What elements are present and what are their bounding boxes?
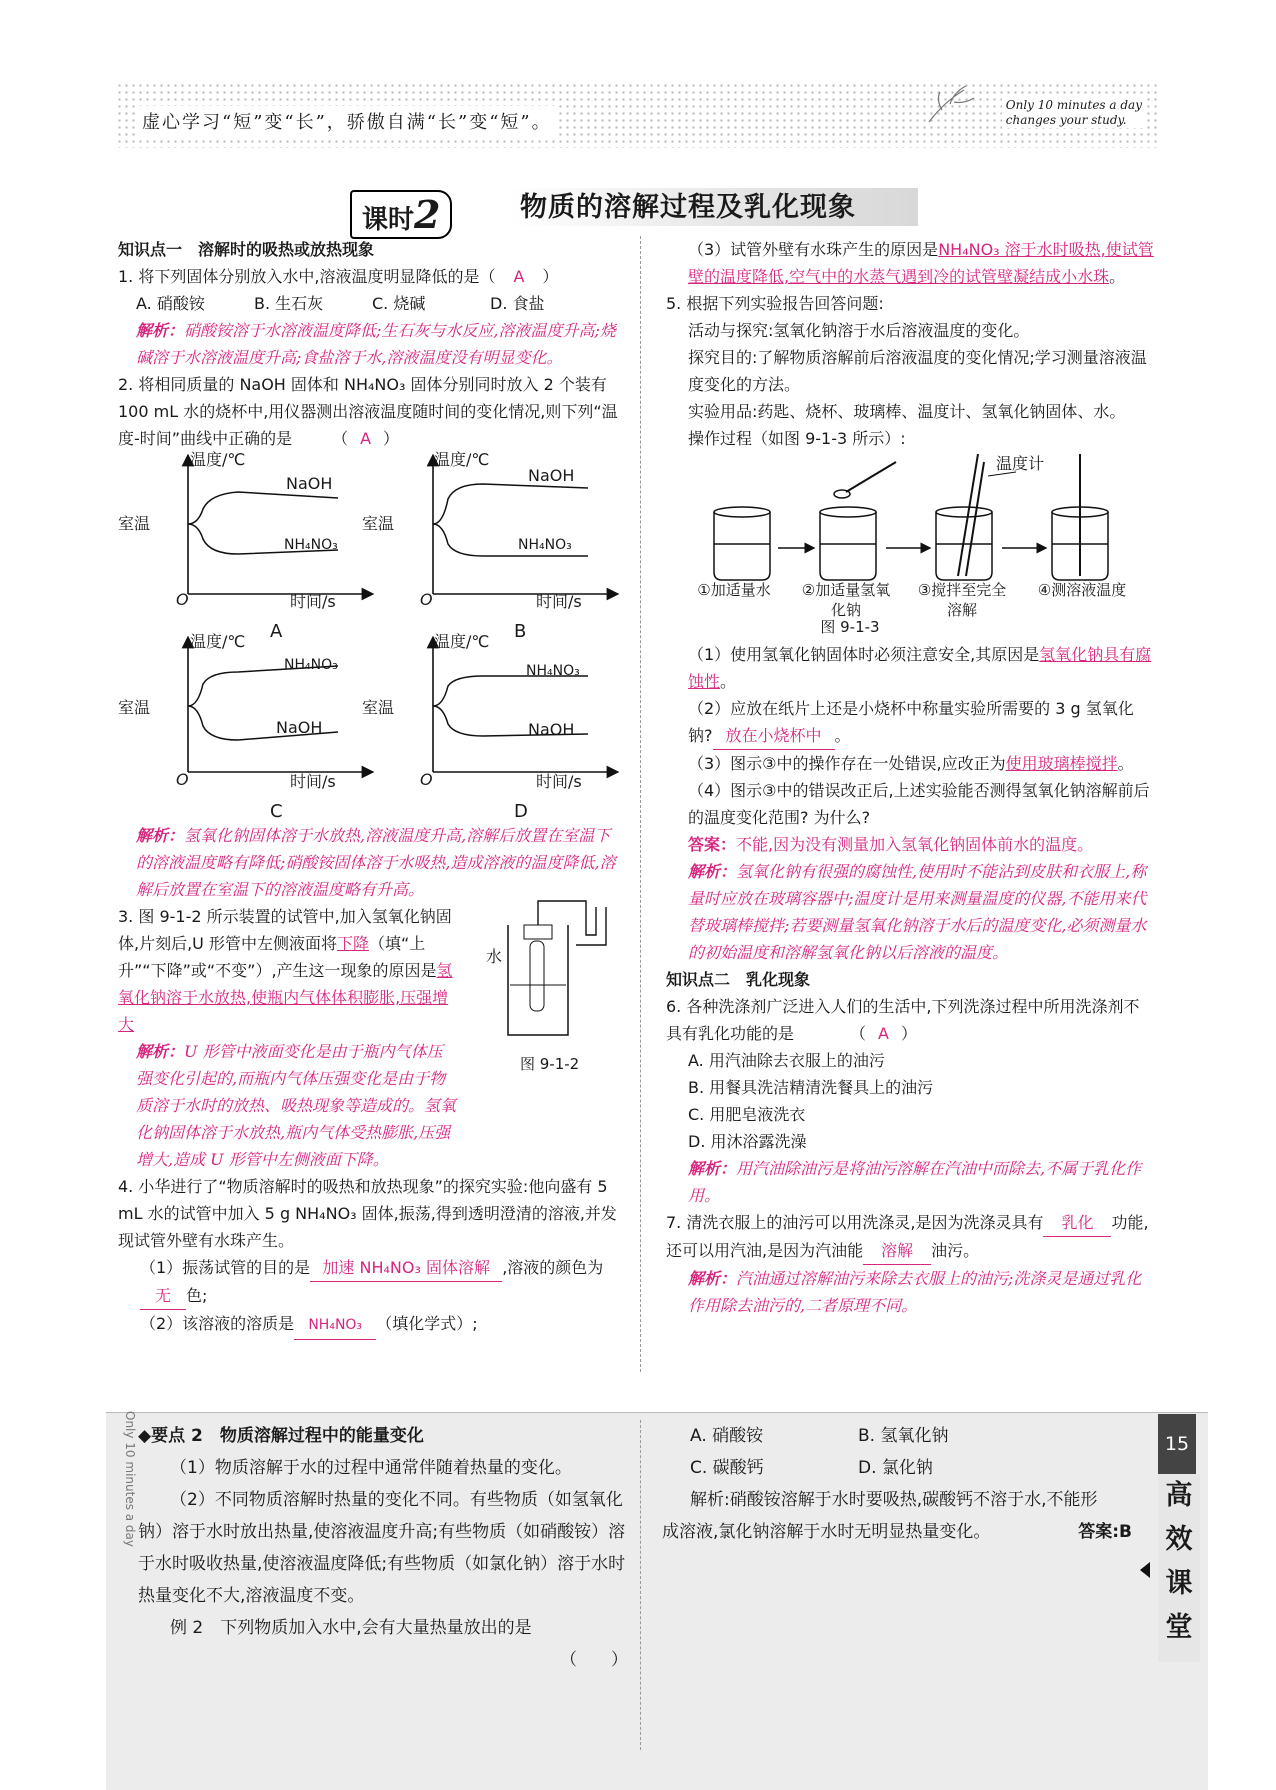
graphs-area (118, 452, 623, 822)
q6-option-b: B. 用餐具洗洁精清洗餐具上的油污 (688, 1078, 934, 1097)
graph-a-nh4no3: NH₄NO₃ (284, 537, 338, 553)
page-number: 15 (1158, 1414, 1196, 1474)
graph-c-nh4no3: NH₄NO₃ (284, 657, 338, 673)
graph-c (158, 636, 378, 796)
question-4: 4. 小华进行了“物质溶解时的吸热和放热现象”的探究实验:他向盛有 5 mL 水的试管中加入 5 g NH₄NO₃ 固体,振荡,得到透明澄清的溶液,并发现试管外壁有水珠产生。 (118, 1177, 617, 1250)
graph-c-caption: C (270, 801, 283, 822)
step-3-label: ③搅拌至完全溶解 (917, 581, 1007, 619)
key-point-left (138, 1420, 628, 1676)
question-5-part-4: （4）图示③中的错误改正后,上述实验能否测得氢氧化钠溶解前后的温度变化范围? 为什么? (688, 781, 1150, 827)
motto: 虚心学习“短”变“长”，骄傲自满“长”变“短”。 (136, 106, 558, 136)
graph-a-room: 室温 (118, 514, 151, 533)
figure-9-1-3 (666, 452, 1154, 622)
question-4-part-2: （2）该溶液的溶质是 NH₄NO₃ （填化学式）; (118, 1310, 623, 1340)
q6-option-d: D. 用沐浴露洗澡 (688, 1132, 807, 1151)
graph-b (403, 454, 623, 619)
graph-d-room: 室温 (362, 698, 395, 717)
graph-a (158, 454, 378, 619)
step-2-label: ②加适量氢氧化钠 (801, 581, 891, 619)
graph-b-origin: O (420, 590, 433, 609)
question-4-part-1: （1）振荡试管的目的是 加速 NH₄NO₃ 固体溶解 ,溶液的颜色为无 色; (118, 1254, 623, 1310)
graph-c-ylabel: 温度/℃ (190, 632, 246, 651)
question-7: 7. 清洗衣服上的油污可以用洗涤灵,是因为洗涤灵具有 乳化 功能,还可以用汽油,是因为汽油能 溶解 油污。 (666, 1209, 1154, 1265)
graph-c-room: 室温 (118, 698, 151, 717)
thermometer-label: 温度计 (996, 454, 1045, 473)
figure-9-1-2-caption: 图 9-1-2 (520, 1055, 580, 1073)
graph-d-caption: D (514, 801, 528, 822)
example-2-explanation: 解析:硝酸铵溶解于水时要吸热,碳酸钙不溶于水,不能形成溶液,氯化钠溶解于水时无明显热量变化。 (662, 1490, 1098, 1542)
question-1: 1. 将下列固体分别放入水中,溶液温度明显降低的是（ A ） (118, 267, 559, 286)
figure-water-label: 水 (486, 947, 503, 966)
question-1-explanation: 解析：硝酸铵溶于水溶液温度降低;生石灰与水反应,溶液温度升高;烧碱溶于水溶液温度升高;食盐溶于水,溶液温度没有明显变化。 (136, 321, 616, 367)
key-point-right (662, 1420, 1152, 1548)
page-header (116, 82, 1160, 148)
graph-d (403, 636, 623, 796)
question-7-explanation: 解析：汽油通过溶解油污来除去衣服上的油污;洗涤灵是通过乳化作用除去油污的,二者原理不同。 (688, 1269, 1142, 1315)
side-tab: 高 效 课 堂 (1158, 1474, 1200, 1662)
q6-option-a: A. 用汽油除去衣服上的油污 (688, 1051, 885, 1070)
graph-c-origin: O (176, 770, 189, 789)
question-6-explanation: 解析：用汽油除油污是将油污溶解在汽油中而除去,不属于乳化作用。 (688, 1159, 1142, 1205)
question-2-explanation: 解析：氢氧化钠固体溶于水放热,溶液温度升高,溶解后放置在室温下的溶液温度略有降低;硝酸铵固体溶于水吸热,造成溶液的温度降低,溶解后放置在室温下的溶液温度略有升高。 (136, 826, 616, 899)
question-1-options: A. 硝酸铵 B. 生石灰 C. 烧碱 D. 食盐 (136, 294, 545, 313)
slogan: Only 10 minutes a day changes your study. (1002, 98, 1146, 128)
figure-9-1-3-caption: 图 9-1-3 (820, 618, 880, 636)
graph-a-ylabel: 温度/℃ (190, 450, 246, 469)
leaf-ornament-icon (924, 82, 984, 126)
question-5-explanation: 解析：氢氧化钠有很强的腐蚀性,使用时不能沾到皮肤和衣服上,称量时应放在玻璃容器中;温度计是用来测量温度的仪器,不能用来代替玻璃棒搅拌;若要测量氢氧化钠溶于水后的温度变化,必须测量水的初始温度和溶解氢氧化钠以后溶液的温度。 (688, 862, 1147, 962)
lesson-title (350, 186, 910, 237)
lesson-heading: 物质的溶解过程及乳化现象 (510, 188, 918, 226)
graph-d-xlabel: 时间/s (536, 772, 582, 791)
graph-b-nh4no3: NH₄NO₃ (518, 537, 572, 553)
graph-b-xlabel: 时间/s (536, 592, 582, 611)
column-divider (640, 236, 641, 1372)
bottom-divider (640, 1420, 641, 1750)
key-point-1: （1）物质溶解于水的过程中通常伴随着热量的变化。 (170, 1458, 572, 1478)
graph-d-origin: O (420, 770, 433, 789)
q5-materials: 实验用品:药匙、烧杯、玻璃棒、温度计、氢氧化钠固体、水。 (688, 402, 1126, 421)
graph-d-ylabel: 温度/℃ (434, 632, 490, 651)
key-point-title: ◆要点 2 物质溶解过程中的能量变化 (138, 1426, 424, 1446)
question-5-part-1: （1）使用氢氧化钠固体时必须注意安全,其原因是氢氧化钠具有腐蚀性。 (688, 645, 1152, 691)
key-point-2: （2）不同物质溶解时热量的变化不同。有些物质（如氢氧化钠）溶于水时放出热量,使溶液温度升高;有些物质（如硝酸铵）溶于水时吸收热量,使溶液温度降低;有些物质（如氯化钠）溶于水时热量变化不大,溶液温度不变。 (138, 1490, 626, 1606)
graph-a-naoh: NaOH (286, 474, 333, 493)
question-3: 3. 图 9-1-2 所示装置的试管中,加入氢氧化钠固体,片刻后,U 形管中左侧液面将下降（填“上升”“下降”或“不变”）,产生这一现象的原因是氢氧化钠溶于水放热,使瓶内气体体积膨胀,压强增大 水 图 9-1-2 解析：U 形管中液面变化是由于瓶内气体压强变化引起的,而瓶内气体压强变化是由于物质溶于水时的放热、吸热现象等造成的。氢氧化钠固体溶于水放热,瓶内气体受热膨胀,压强增大,造成 U 形管中左侧液面下降。 (118, 903, 623, 1173)
example-2-paren: （ ） (560, 1650, 628, 1670)
graph-a-caption: A (270, 621, 283, 642)
graph-d-naoh: NaOH (528, 720, 575, 739)
question-2: 2. 将相同质量的 NaOH 固体和 NH₄NO₃ 固体分别同时放入 2 个装有 100 mL 水的烧杯中,用仪器测出溶液温度随时间的变化情况,则下列“温度-时间”曲线中正确的是 （ A ） (118, 375, 618, 448)
example-2-options-2: C. 碳酸钙 D. 氯化钠 (690, 1458, 933, 1478)
u-tube-apparatus-figure (496, 895, 626, 1045)
left-column (118, 236, 623, 1340)
question-5-part-3: （3）图示③中的操作存在一处错误,应改正为使用玻璃棒搅拌。 (688, 754, 1134, 773)
graph-b-ylabel: 温度/℃ (434, 450, 490, 469)
graph-b-caption: B (514, 621, 527, 642)
step-1-label: ①加适量水 (697, 581, 771, 599)
graph-b-room: 室温 (362, 514, 395, 533)
step-4-label: ④测溶液温度 (1037, 581, 1127, 599)
right-column (666, 236, 1154, 1319)
graph-a-xlabel: 时间/s (290, 592, 336, 611)
side-arrow-icon (1140, 1562, 1150, 1578)
question-5: 5. 根据下列实验报告回答问题: (666, 294, 884, 313)
example-2: 例 2 下列物质加入水中,会有大量热量放出的是 (170, 1618, 532, 1638)
graph-d-nh4no3: NH₄NO₃ (526, 663, 580, 679)
experiment-steps-figure (666, 452, 1154, 582)
knowledge-point-1: 知识点一 溶解时的吸热或放热现象 (118, 240, 375, 259)
lesson-badge: 课时2 (350, 190, 452, 239)
graph-a-origin: O (176, 590, 189, 609)
question-5-part-2: （2）应放在纸片上还是小烧杯中称量实验所需要的 3 g 氢氧化钠? 放在小烧杯中 。 (666, 695, 1154, 750)
graph-c-naoh: NaOH (276, 718, 323, 737)
question-4-part-3: （3）试管外壁有水珠产生的原因是NH₄NO₃ 溶于水时吸热,使试管壁的温度降低,空气中的水蒸气遇到冷的试管壁凝结成小水珠。 (688, 240, 1154, 286)
q5-activity: 活动与探究:氢氧化钠溶于水后溶液温度的变化。 (688, 321, 1030, 340)
q5-purpose: 探究目的:了解物质溶解前后溶液温度的变化情况;学习测量溶液温度变化的方法。 (688, 348, 1147, 394)
graph-c-xlabel: 时间/s (290, 772, 336, 791)
question-5-answer: 答案：不能,因为没有测量加入氢氧化钠固体前水的温度。 (688, 835, 1094, 854)
knowledge-point-2: 知识点二 乳化现象 (666, 970, 811, 989)
q5-procedure: 操作过程（如图 9-1-3 所示）: (688, 429, 906, 448)
question-3-explanation: 解析：U 形管中液面变化是由于瓶内气体压强变化引起的,而瓶内气体压强变化是由于物质溶于水时的放热、吸热现象等造成的。氢氧化钠固体溶于水放热,瓶内气体受热膨胀,压强增大,造成 U 形管中左侧液面下降。 (136, 1042, 457, 1169)
graph-b-naoh: NaOH (528, 466, 575, 485)
example-2-answer: 答案:B (1078, 1522, 1132, 1542)
question-6: 6. 各种洗涤剂广泛进入人们的生活中,下列洗涤过程中所用洗涤剂不具有乳化功能的是 （ A ） (666, 997, 1140, 1043)
example-2-options: A. 硝酸铵 B. 氢氧化钠 (690, 1426, 949, 1446)
vertical-slogan: Only 10 minutes a day (123, 1410, 138, 1548)
q6-option-c: C. 用肥皂液洗衣 (688, 1105, 806, 1124)
